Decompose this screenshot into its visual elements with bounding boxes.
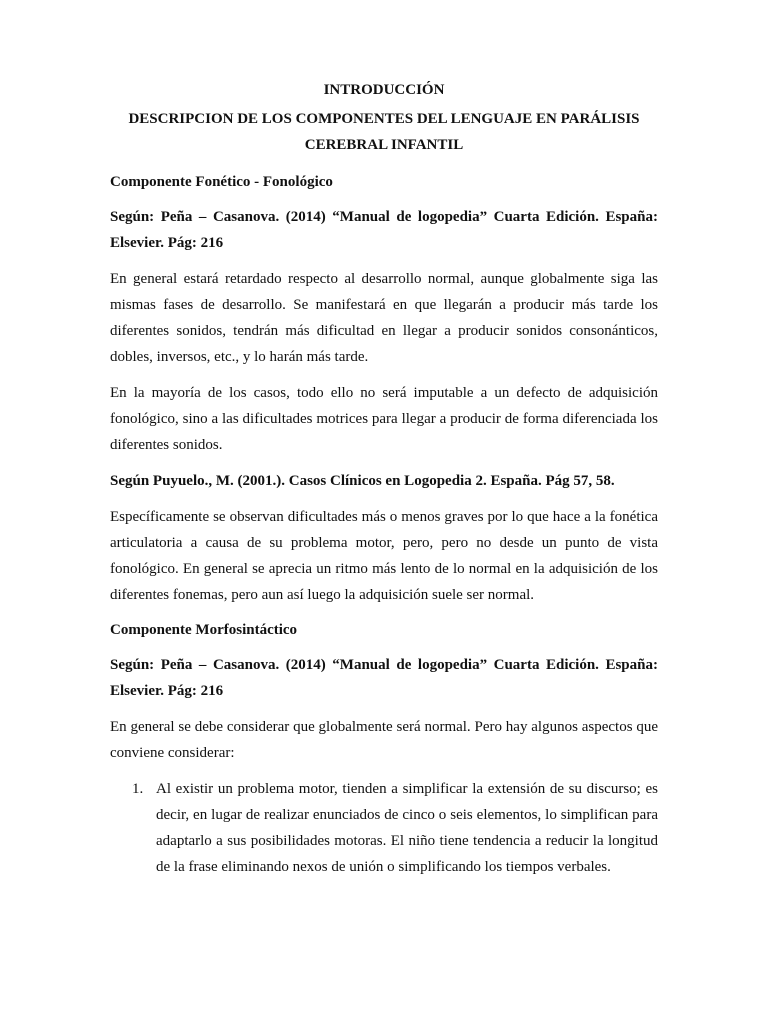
paragraph: En general estará retardado respecto al desarrollo normal, aunque globalmente siga las mismas fases de desarrollo. Se manifestará en que llegarán a producir más tarde los diferentes sonidos, tendrán más dificultad en llegar a producir sonidos consonánticos, dobles, inversos, etc., y lo harán más tarde.: [110, 271, 658, 365]
paragraph: En la mayoría de los casos, todo ello no será imputable a un defecto de adquisición fonológico, sino a las dificultades motrices para llegar a producir de forma diferenciada los diferentes sonidos.: [110, 385, 658, 453]
list-number: 1.: [132, 781, 144, 797]
citation: Según: Peña – Casanova. (2014) “Manual de logopedia” Cuarta Edición. España: Elsevier. Pág: 216: [110, 657, 658, 699]
numbered-list: [110, 776, 658, 880]
list-item: [110, 776, 658, 880]
citation: Según: Peña – Casanova. (2014) “Manual de logopedia” Cuarta Edición. España: Elsevier. Pág: 216: [110, 209, 658, 251]
list-item-text: Al existir un problema motor, tienden a simplificar la extensión de su discurso; es decir, en lugar de realizar enunciados de cinco o seis elementos, lo simplifican para adaptarlo a sus posibilidades motoras. El niño tiene tendencia a reducir la longitud de la frase eliminando nexos de unión o simplificando los tiempos verbales.: [156, 781, 658, 875]
page-subtitle: DESCRIPCION DE LOS COMPONENTES DEL LENGUAJE EN PARÁLISIS CEREBRAL INFANTIL: [128, 111, 640, 153]
paragraph: En general se debe considerar que globalmente será normal. Pero hay algunos aspectos que conviene considerar:: [110, 719, 658, 761]
section-heading-fonetico: Componente Fonético - Fonológico: [110, 174, 333, 190]
citation: Según Puyuelo., M. (2001.). Casos Clínicos en Logopedia 2. España. Pág 57, 58.: [110, 473, 615, 489]
section-heading-morfosintactico: Componente Morfosintáctico: [110, 622, 298, 638]
page-title: INTRODUCCIÓN: [323, 82, 445, 98]
paragraph: Específicamente se observan dificultades más o menos graves por lo que hace a la fonética articulatoria a causa de su problema motor, pero, pero no desde un punto de vista fonológico. En general se aprecia un ritmo más lento de lo normal en la adquisición de los diferentes fonemas, pero aun así luego la adquisición suele ser normal.: [110, 509, 658, 603]
